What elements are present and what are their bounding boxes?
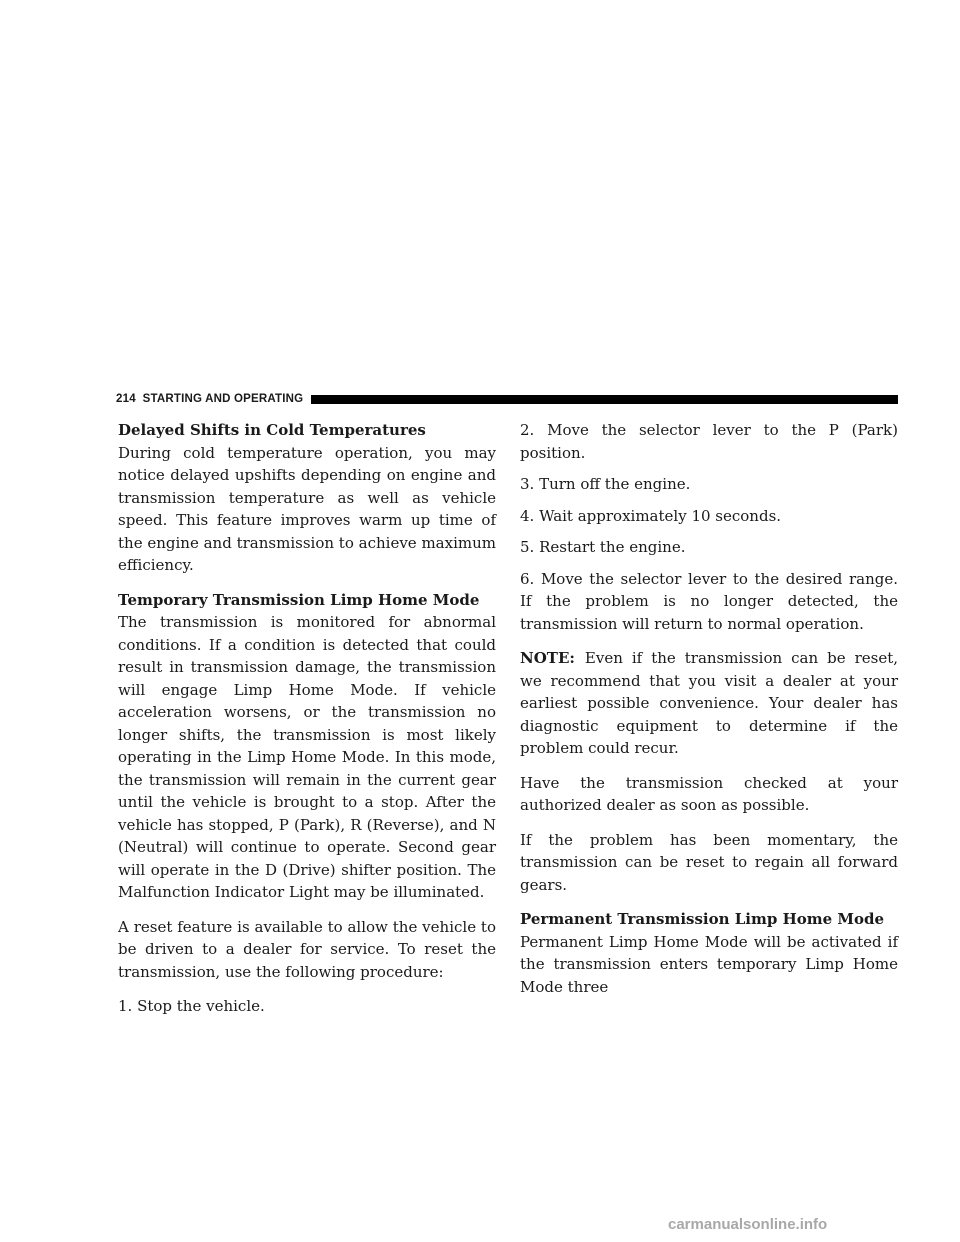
page-header-text [116, 393, 303, 405]
step-3: 3. Turn off the engine. [520, 475, 691, 493]
left-column [118, 419, 496, 1030]
heading-temporary-limp-home: Temporary Transmission Limp Home Mode [118, 590, 480, 609]
note-label: NOTE: [520, 649, 575, 667]
paragraph-permanent-limp-home: Permanent Limp Home Mode will be activated if the transmission enters temporary Limp Home Mode three [520, 932, 898, 996]
paragraph-temporary-limp-home: The transmission is monitored for abnormal conditions. If a condition is detected that could result in transmission damage, the transmission will engage Limp Home Mode. If vehicle acceleration worsens, or the transmission no longer shifts, the transmission is most likely operating in the Limp Home Mode. In this mode, the transmission will remain in the current gear until the vehicle is brought to a stop. After the vehicle has stopped, P (Park), R (Reverse), and N (Neutral) will continue to operate. Second gear will operate in the D (Drive) shifter position. The Malfunction Indicator Light may be illuminated. [118, 613, 496, 901]
paragraph-reset-feature: A reset feature is available to allow the vehicle to be driven to a dealer for service. To reset the transmission, use the following procedure: [118, 917, 496, 981]
header-rule [311, 395, 898, 404]
paragraph-delayed-shifts: During cold temperature operation, you may notice delayed upshifts depending on engine and transmission temperature as well as vehicle speed. This feature improves warm up time of the engine and transmission to achieve maximum efficiency. [118, 443, 496, 574]
paragraph-have-checked: Have the transmission checked at your authorized dealer as soon as possible. [520, 773, 898, 814]
right-column [520, 419, 898, 1010]
step-2: 2. Move the selector lever to the P (Park) position. [520, 421, 898, 462]
page-number: 214 [116, 393, 136, 405]
step-5: 5. Restart the engine. [520, 538, 686, 556]
section-title: STARTING AND OPERATING [142, 393, 304, 405]
watermark-link[interactable]: carmanualsonline.info [668, 1216, 828, 1233]
note-paragraph [520, 647, 898, 760]
paragraph-momentary: If the problem has been momentary, the transmission can be reset to regain all forward gears. [520, 830, 898, 894]
step-1: 1. Stop the vehicle. [118, 997, 265, 1015]
heading-delayed-shifts: Delayed Shifts in Cold Temperatures [118, 421, 426, 439]
heading-permanent-limp-home: Permanent Transmission Limp Home Mode [520, 910, 885, 928]
step-4: 4. Wait approximately 10 seconds. [520, 506, 782, 525]
page-header [116, 391, 898, 407]
step-6: 6. Move the selector lever to the desired range. If the problem is no longer detected, the transmission will return to normal operation. [520, 569, 898, 633]
note-text: Even if the transmission can be reset, we recommend that you visit a dealer at your earliest possible convenience. Your dealer has diagnostic equipment to determine if the problem could recur. [520, 649, 898, 757]
